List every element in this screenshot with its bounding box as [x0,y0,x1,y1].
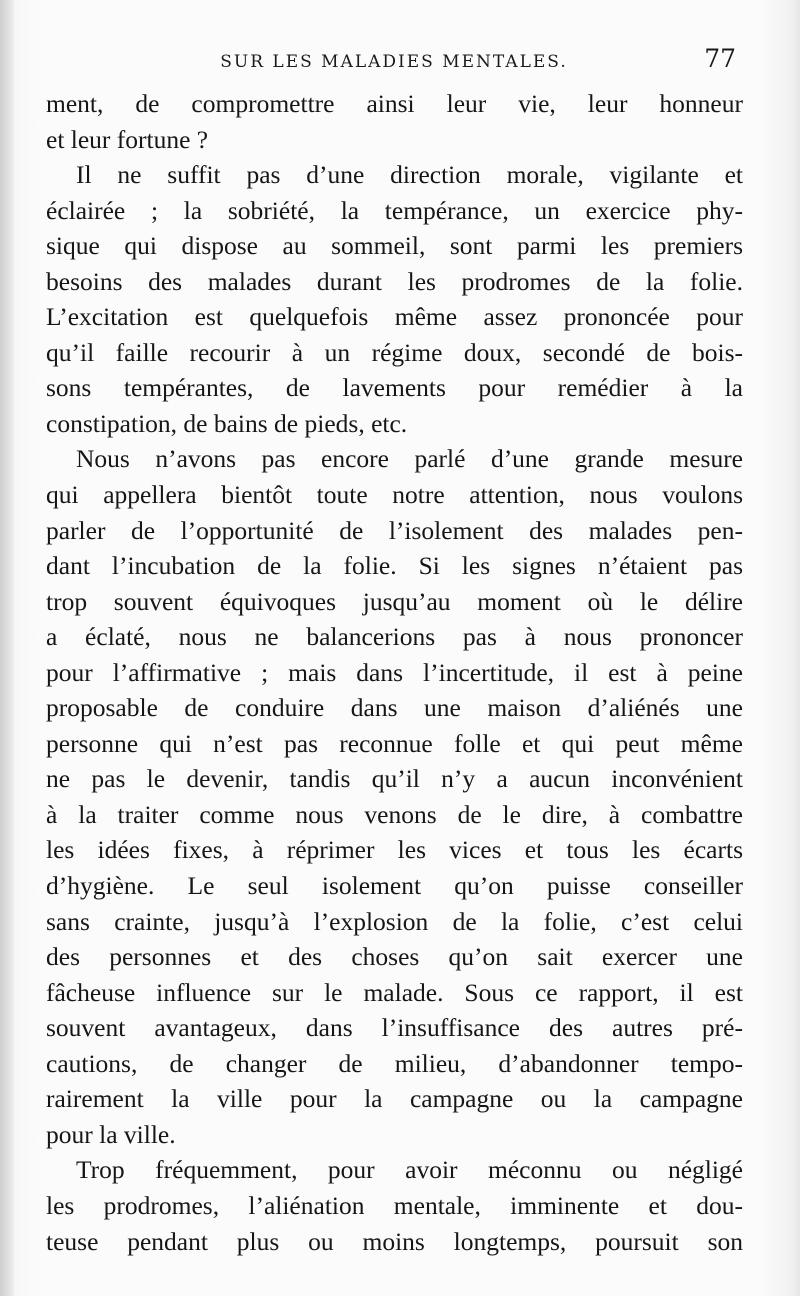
text-line: trop souvent équivoques jusqu’au moment où le délire [46,586,743,616]
text-line: sons tempérantes, de lavements pour remédier à la [46,373,743,403]
text-line: pour la ville. [46,1119,176,1149]
text-line: Nous n’avons pas encore parlé d’une grande mesure [76,444,743,474]
text-line: parler de l’opportunité de l’isolement des malades pen- [46,515,743,545]
text-line: sique qui dispose au sommeil, sont parmi les premiers [46,231,743,261]
text-line: teuse pendant plus ou moins longtemps, poursuit son [46,1226,743,1256]
running-head [46,44,742,78]
text-line: constipation, de bains de pieds, etc. [46,408,408,438]
running-title: SUR LES MALADIES MENTALES. [220,52,568,72]
text-line: rairement la ville pour la campagne ou la campagne [46,1084,743,1114]
text-line: ne pas le devenir, tandis qu’il n’y a aucun inconvénient [46,764,743,794]
text-line: besoins des malades durant les prodromes de la folie. [46,266,743,296]
text-line: personne qui n’est pas reconnue folle et qui peut même [46,728,743,758]
text-line: ment, de compromettre ainsi leur vie, leur honneur [46,89,743,118]
page-number: 77 [704,44,736,73]
text-line: des personnes et des choses qu’on sait exercer une [46,942,743,972]
text-line: souvent avantageux, dans l’insuffisance des autres pré- [46,1013,743,1043]
text-line: Il ne suffit pas d’une direction morale, vigilante et [76,160,743,190]
text-line: et leur fortune ? [46,124,209,154]
text-line: les idées fixes, à réprimer les vices et tous les écarts [46,835,743,865]
text-line: les prodromes, l’aliénation mentale, imminente et dou- [46,1190,743,1220]
text-line: d’hygiène. Le seul isolement qu’on puisse conseiller [46,871,743,901]
text-line: fâcheuse influence sur le malade. Sous ce rapport, il est [46,977,743,1007]
body-text [46,86,743,1259]
text-line: L’excitation est quelquefois même assez prononcée pour [46,302,743,332]
text-line: à la traiter comme nous venons de le dire, à combattre [46,799,743,829]
text-line: dant l’incubation de la folie. Si les signes n’étaient pas [46,551,743,581]
text-line: pour l’affirmative ; mais dans l’incertitude, il est à peine [46,657,743,687]
text-line: a éclaté, nous ne balancerions pas à nous prononcer [46,622,743,652]
text-line: éclairée ; la sobriété, la tempérance, un exercice phy- [46,195,743,225]
text-line: proposable de conduire dans une maison d’aliénés une [46,693,743,723]
text-line: qui appellera bientôt toute notre attention, nous voulons [46,480,743,510]
text-line: cautions, de changer de milieu, d’abandonner tempo- [46,1048,743,1078]
text-line: qu’il faille recourir à un régime doux, secondé de bois- [46,337,743,367]
page-spine-shadow [0,0,14,1296]
text-line: Trop fréquemment, pour avoir méconnu ou négligé [76,1155,743,1185]
text-line: sans crainte, jusqu’à l’explosion de la folie, c’est celui [46,906,743,936]
